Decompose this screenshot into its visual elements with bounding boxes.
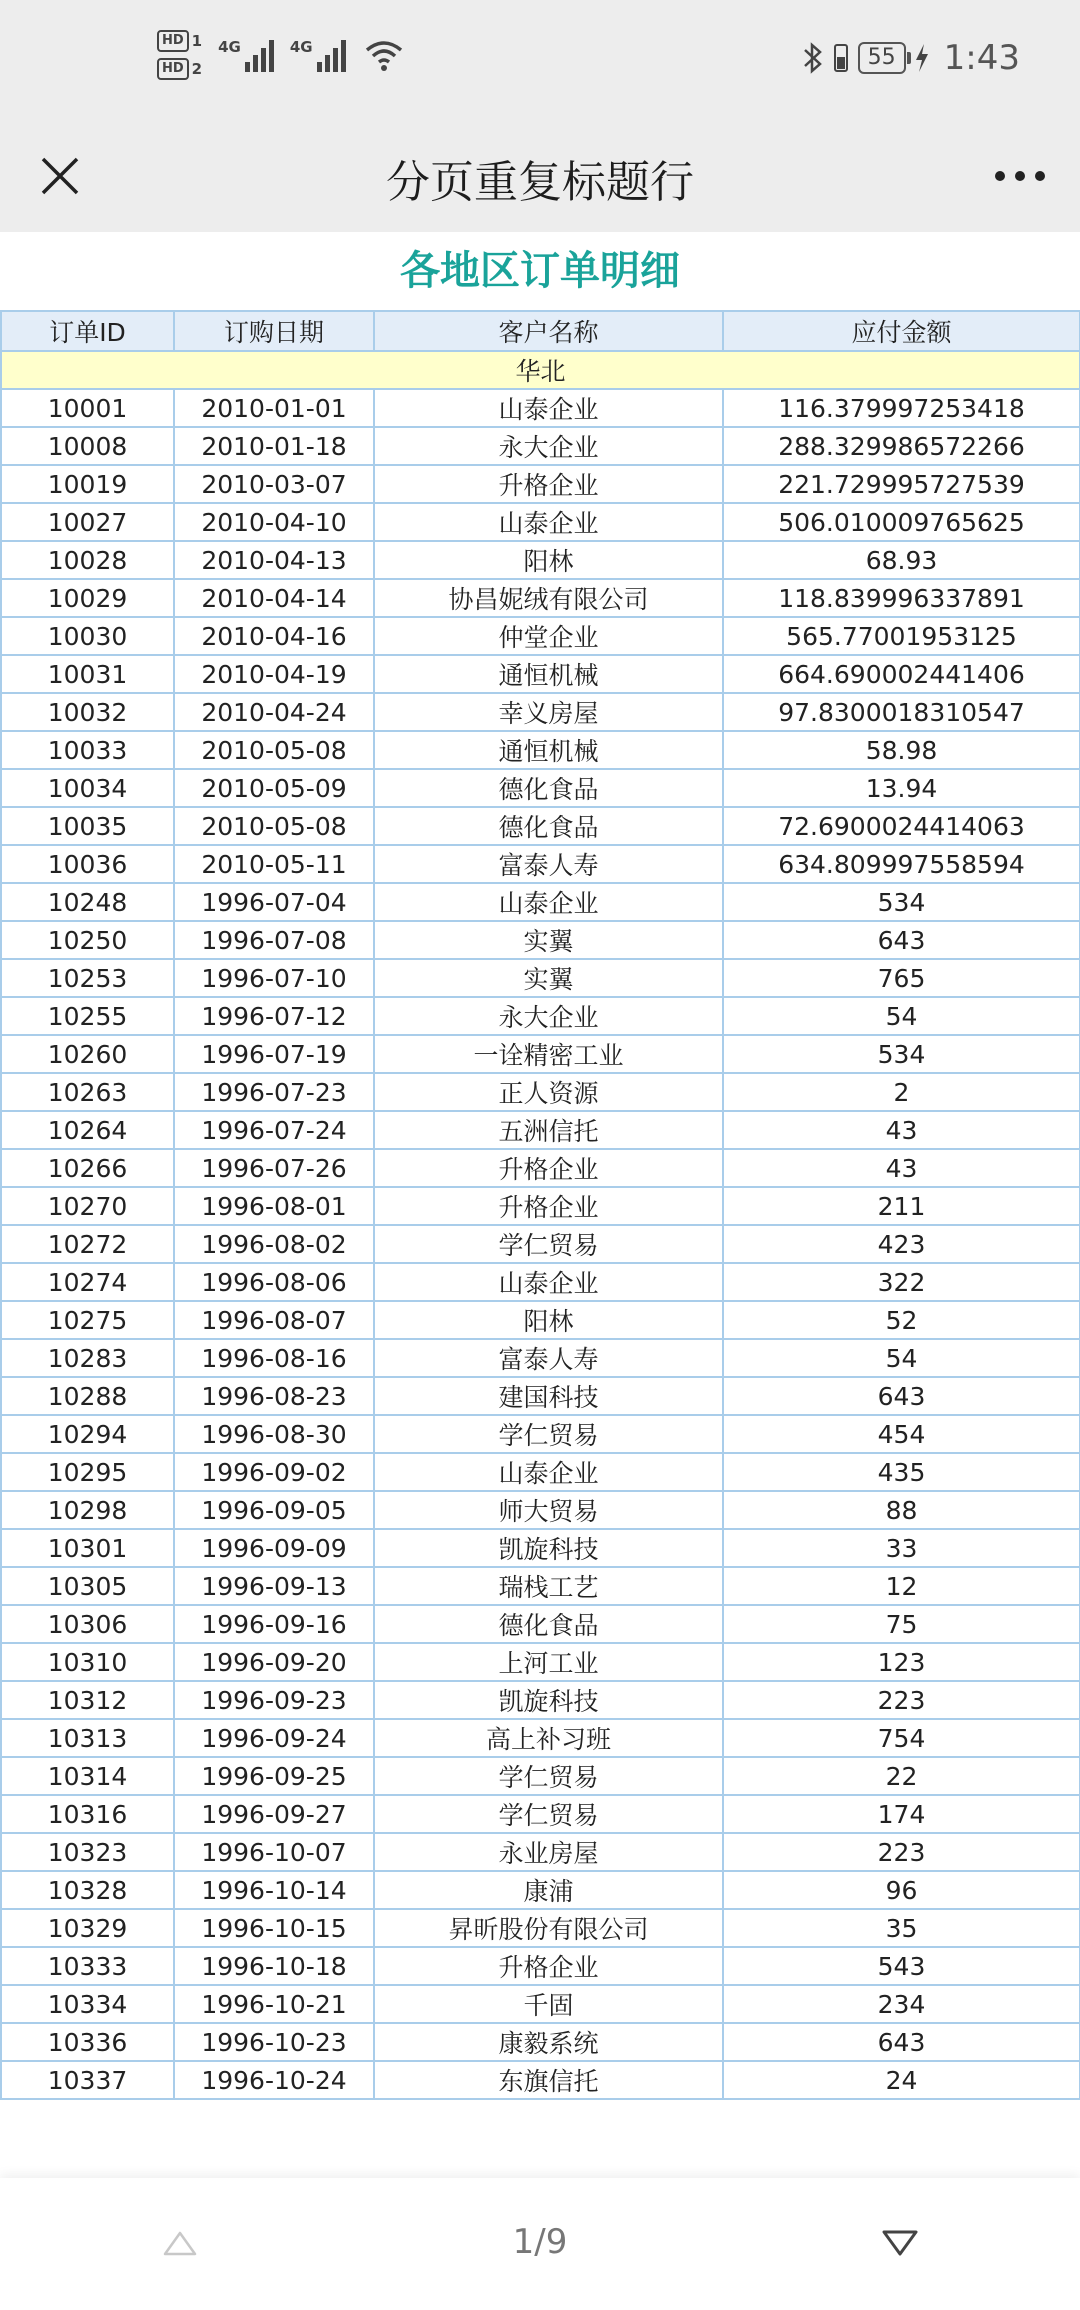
cell-customer-name: 阳林: [374, 541, 723, 579]
table-row: [1, 389, 1080, 427]
cell-order-date: 1996-07-08: [174, 921, 374, 959]
cell-customer-name: 正人资源: [374, 1073, 723, 1111]
cell-amount: 58.98: [723, 731, 1080, 769]
cell-amount: 97.8300018310547: [723, 693, 1080, 731]
table-row: [1, 465, 1080, 503]
cell-amount: 13.94: [723, 769, 1080, 807]
table-row: [1, 1643, 1080, 1681]
cell-order-date: 1996-08-16: [174, 1339, 374, 1377]
cell-order-date: 2010-04-10: [174, 503, 374, 541]
cell-order-id: 10314: [1, 1757, 174, 1795]
cell-customer-name: 德化食品: [374, 1605, 723, 1643]
cell-customer-name: 通恒机械: [374, 731, 723, 769]
cell-order-id: 10272: [1, 1225, 174, 1263]
sim-indicators: [157, 30, 202, 80]
table-row: [1, 1263, 1080, 1301]
battery-level: 55: [858, 42, 906, 74]
cell-order-id: 10034: [1, 769, 174, 807]
cell-amount: 534: [723, 883, 1080, 921]
cell-customer-name: 德化食品: [374, 807, 723, 845]
report-title: 各地区订单明细: [400, 248, 680, 294]
cell-order-id: 10035: [1, 807, 174, 845]
cell-amount: 24: [723, 2061, 1080, 2099]
cell-amount: 534: [723, 1035, 1080, 1073]
cell-amount: 765: [723, 959, 1080, 997]
nav-bar: [0, 120, 1080, 232]
cell-amount: 223: [723, 1681, 1080, 1719]
table-row: [1, 1491, 1080, 1529]
cell-amount: 543: [723, 1947, 1080, 1985]
cell-order-date: 1996-08-02: [174, 1225, 374, 1263]
table-row: [1, 1529, 1080, 1567]
table-row: [1, 1225, 1080, 1263]
vibrate-battery-icon: [832, 41, 850, 75]
cell-order-date: 1996-08-23: [174, 1377, 374, 1415]
cell-order-date: 1996-07-04: [174, 883, 374, 921]
cell-customer-name: 富泰人寿: [374, 1339, 723, 1377]
cell-order-date: 1996-10-15: [174, 1909, 374, 1947]
cell-order-date: 2010-01-01: [174, 389, 374, 427]
cell-order-id: 10295: [1, 1453, 174, 1491]
table-row: [1, 1719, 1080, 1757]
cell-order-date: 1996-07-10: [174, 959, 374, 997]
table-row: [1, 1681, 1080, 1719]
table-row: [1, 427, 1080, 465]
cell-order-date: 2010-04-13: [174, 541, 374, 579]
cell-order-id: 10036: [1, 845, 174, 883]
table-row: [1, 693, 1080, 731]
cell-order-date: 1996-08-07: [174, 1301, 374, 1339]
report-table-container[interactable]: [0, 310, 1080, 2178]
cell-order-date: 2010-05-09: [174, 769, 374, 807]
cell-customer-name: 建国科技: [374, 1377, 723, 1415]
cell-order-id: 10316: [1, 1795, 174, 1833]
cell-amount: 643: [723, 921, 1080, 959]
cell-customer-name: 一诠精密工业: [374, 1035, 723, 1073]
cell-order-id: 10333: [1, 1947, 174, 1985]
cell-order-id: 10032: [1, 693, 174, 731]
next-page-button[interactable]: [875, 2218, 925, 2268]
cell-amount: 643: [723, 2023, 1080, 2061]
table-row: [1, 1605, 1080, 1643]
cell-order-date: 1996-09-25: [174, 1757, 374, 1795]
table-row: [1, 579, 1080, 617]
table-row: [1, 1339, 1080, 1377]
cell-customer-name: 凯旋科技: [374, 1529, 723, 1567]
cell-customer-name: 学仁贸易: [374, 1757, 723, 1795]
cell-order-date: 1996-09-05: [174, 1491, 374, 1529]
cell-amount: 454: [723, 1415, 1080, 1453]
cell-amount: 22: [723, 1757, 1080, 1795]
cell-order-date: 1996-10-18: [174, 1947, 374, 1985]
cell-order-id: 10313: [1, 1719, 174, 1757]
table-row: [1, 617, 1080, 655]
cell-amount: 634.809997558594: [723, 845, 1080, 883]
cell-order-id: 10033: [1, 731, 174, 769]
table-row: [1, 1985, 1080, 2023]
cell-order-date: 1996-07-26: [174, 1149, 374, 1187]
cell-customer-name: 富泰人寿: [374, 845, 723, 883]
cell-order-date: 1996-09-13: [174, 1567, 374, 1605]
cell-customer-name: 阳林: [374, 1301, 723, 1339]
triangle-down-icon: [881, 2228, 919, 2258]
cell-order-date: 2010-04-24: [174, 693, 374, 731]
cell-amount: 123: [723, 1643, 1080, 1681]
cell-order-date: 1996-07-19: [174, 1035, 374, 1073]
cell-customer-name: 实翼: [374, 921, 723, 959]
cell-order-id: 10029: [1, 579, 174, 617]
more-button[interactable]: [988, 144, 1052, 208]
cell-amount: 43: [723, 1111, 1080, 1149]
cell-amount: 116.379997253418: [723, 389, 1080, 427]
cell-order-id: 10336: [1, 2023, 174, 2061]
cell-amount: 75: [723, 1605, 1080, 1643]
column-header-customer-name: 客户名称: [374, 311, 723, 351]
cell-order-date: 1996-10-07: [174, 1833, 374, 1871]
cell-amount: 54: [723, 1339, 1080, 1377]
cell-customer-name: 学仁贸易: [374, 1795, 723, 1833]
cell-customer-name: 瑞栈工艺: [374, 1567, 723, 1605]
cell-customer-name: 升格企业: [374, 1149, 723, 1187]
network2-signal: 4G: [290, 38, 346, 72]
cell-order-date: 1996-08-06: [174, 1263, 374, 1301]
cell-amount: 565.77001953125: [723, 617, 1080, 655]
status-left: [157, 30, 404, 80]
cell-order-id: 10027: [1, 503, 174, 541]
cell-order-date: 1996-07-23: [174, 1073, 374, 1111]
cell-customer-name: 实翼: [374, 959, 723, 997]
cell-customer-name: 协昌妮绒有限公司: [374, 579, 723, 617]
table-row: [1, 1111, 1080, 1149]
cell-customer-name: 升格企业: [374, 465, 723, 503]
cell-order-date: 2010-04-14: [174, 579, 374, 617]
table-row: [1, 655, 1080, 693]
cell-order-id: 10298: [1, 1491, 174, 1529]
signal-bars-icon: [317, 38, 346, 72]
cell-order-date: 1996-09-20: [174, 1643, 374, 1681]
cell-order-id: 10306: [1, 1605, 174, 1643]
cell-amount: 52: [723, 1301, 1080, 1339]
cell-customer-name: 学仁贸易: [374, 1225, 723, 1263]
cell-amount: 12: [723, 1567, 1080, 1605]
table-header-row: [1, 311, 1080, 351]
table-row: [1, 1187, 1080, 1225]
cell-customer-name: 幸义房屋: [374, 693, 723, 731]
group-row: [1, 351, 1080, 389]
cell-order-date: 1996-09-09: [174, 1529, 374, 1567]
table-row: [1, 883, 1080, 921]
cell-order-date: 1996-09-16: [174, 1605, 374, 1643]
table-row: [1, 845, 1080, 883]
cell-order-date: 1996-10-23: [174, 2023, 374, 2061]
cell-order-id: 10310: [1, 1643, 174, 1681]
cell-amount: 423: [723, 1225, 1080, 1263]
table-row: [1, 807, 1080, 845]
cell-customer-name: 东旗信托: [374, 2061, 723, 2099]
table-row: [1, 1377, 1080, 1415]
table-row: [1, 1073, 1080, 1111]
table-row: [1, 1301, 1080, 1339]
cell-customer-name: 永业房屋: [374, 1833, 723, 1871]
cell-order-date: 1996-09-02: [174, 1453, 374, 1491]
cell-order-date: 1996-07-12: [174, 997, 374, 1035]
cell-customer-name: 凯旋科技: [374, 1681, 723, 1719]
cell-customer-name: 山泰企业: [374, 883, 723, 921]
cell-order-date: 1996-08-30: [174, 1415, 374, 1453]
cell-order-id: 10253: [1, 959, 174, 997]
cell-order-date: 1996-10-21: [174, 1985, 374, 2023]
cell-order-date: 2010-04-16: [174, 617, 374, 655]
table-row: [1, 1871, 1080, 1909]
signal-bars-icon: [245, 38, 274, 72]
cell-amount: 754: [723, 1719, 1080, 1757]
cell-amount: 43: [723, 1149, 1080, 1187]
table-row: [1, 2023, 1080, 2061]
cell-order-id: 10305: [1, 1567, 174, 1605]
column-header-amount: 应付金额: [723, 311, 1080, 351]
cell-order-date: 1996-10-24: [174, 2061, 374, 2099]
cell-order-id: 10001: [1, 389, 174, 427]
cell-order-id: 10019: [1, 465, 174, 503]
cell-amount: 664.690002441406: [723, 655, 1080, 693]
cell-customer-name: 高上补习班: [374, 1719, 723, 1757]
cell-customer-name: 山泰企业: [374, 389, 723, 427]
cell-customer-name: 升格企业: [374, 1187, 723, 1225]
cell-customer-name: 上河工业: [374, 1643, 723, 1681]
cell-customer-name: 德化食品: [374, 769, 723, 807]
cell-customer-name: 五洲信托: [374, 1111, 723, 1149]
order-table: [0, 310, 1080, 2100]
cell-order-date: 1996-09-27: [174, 1795, 374, 1833]
table-row: [1, 503, 1080, 541]
table-row: [1, 769, 1080, 807]
table-row: [1, 921, 1080, 959]
cell-amount: 211: [723, 1187, 1080, 1225]
cell-order-id: 10260: [1, 1035, 174, 1073]
cell-customer-name: 永大企业: [374, 427, 723, 465]
table-row: [1, 1757, 1080, 1795]
cell-amount: 174: [723, 1795, 1080, 1833]
cell-order-id: 10275: [1, 1301, 174, 1339]
cell-customer-name: 山泰企业: [374, 1263, 723, 1301]
sim2-hd-badge: HD 2: [157, 58, 202, 80]
table-row: [1, 541, 1080, 579]
cell-customer-name: 康浦: [374, 1871, 723, 1909]
cell-customer-name: 永大企业: [374, 997, 723, 1035]
cell-amount: 234: [723, 1985, 1080, 2023]
table-row: [1, 1035, 1080, 1073]
table-row: [1, 1909, 1080, 1947]
pager-bar: [0, 2178, 1080, 2310]
charging-icon: [914, 43, 930, 73]
cell-amount: 72.6900024414063: [723, 807, 1080, 845]
cell-order-id: 10255: [1, 997, 174, 1035]
cell-order-id: 10031: [1, 655, 174, 693]
cell-order-date: 1996-07-24: [174, 1111, 374, 1149]
cell-order-id: 10270: [1, 1187, 174, 1225]
cell-order-id: 10266: [1, 1149, 174, 1187]
cell-order-date: 1996-08-01: [174, 1187, 374, 1225]
cell-customer-name: 千固: [374, 1985, 723, 2023]
table-row: [1, 1833, 1080, 1871]
cell-customer-name: 仲堂企业: [374, 617, 723, 655]
page-title: 分页重复标题行: [386, 157, 694, 208]
cell-customer-name: 学仁贸易: [374, 1415, 723, 1453]
column-header-order-date: 订购日期: [174, 311, 374, 351]
cell-amount: 118.839996337891: [723, 579, 1080, 617]
cell-order-id: 10329: [1, 1909, 174, 1947]
cell-order-id: 10288: [1, 1377, 174, 1415]
cell-amount: 2: [723, 1073, 1080, 1111]
cell-amount: 322: [723, 1263, 1080, 1301]
cell-customer-name: 升格企业: [374, 1947, 723, 1985]
cell-customer-name: 山泰企业: [374, 1453, 723, 1491]
cell-amount: 54: [723, 997, 1080, 1035]
cell-order-id: 10301: [1, 1529, 174, 1567]
cell-amount: 33: [723, 1529, 1080, 1567]
cell-amount: 435: [723, 1453, 1080, 1491]
more-icon: [994, 170, 1046, 182]
column-header-order-id: 订单ID: [1, 311, 174, 351]
cell-customer-name: 昇昕股份有限公司: [374, 1909, 723, 1947]
cell-amount: 506.010009765625: [723, 503, 1080, 541]
cell-order-id: 10028: [1, 541, 174, 579]
cell-order-date: 2010-05-08: [174, 731, 374, 769]
bluetooth-icon: [802, 41, 824, 75]
cell-amount: 643: [723, 1377, 1080, 1415]
table-row: [1, 1795, 1080, 1833]
cell-customer-name: 通恒机械: [374, 655, 723, 693]
cell-order-id: 10323: [1, 1833, 174, 1871]
cell-amount: 221.729995727539: [723, 465, 1080, 503]
cell-order-date: 1996-10-14: [174, 1871, 374, 1909]
table-row: [1, 1453, 1080, 1491]
cell-order-date: 2010-05-11: [174, 845, 374, 883]
cell-order-id: 10250: [1, 921, 174, 959]
cell-order-date: 1996-09-23: [174, 1681, 374, 1719]
cell-amount: 96: [723, 1871, 1080, 1909]
cell-customer-name: 师大贸易: [374, 1491, 723, 1529]
cell-order-id: 10283: [1, 1339, 174, 1377]
table-row: [1, 959, 1080, 997]
cell-order-id: 10274: [1, 1263, 174, 1301]
page-indicator: 1/9: [512, 2222, 568, 2262]
table-row: [1, 731, 1080, 769]
cell-order-id: 10334: [1, 1985, 174, 2023]
clock: 1:43: [943, 38, 1020, 78]
cell-order-id: 10312: [1, 1681, 174, 1719]
cell-order-date: 2010-04-19: [174, 655, 374, 693]
status-right: [802, 38, 1020, 78]
cell-order-id: 10248: [1, 883, 174, 921]
cell-customer-name: 康毅系统: [374, 2023, 723, 2061]
table-row: [1, 2061, 1080, 2099]
table-row: [1, 997, 1080, 1035]
cell-amount: 68.93: [723, 541, 1080, 579]
cell-amount: 88: [723, 1491, 1080, 1529]
group-label: 华北: [1, 351, 1080, 389]
cell-order-id: 10264: [1, 1111, 174, 1149]
cell-order-id: 10030: [1, 617, 174, 655]
table-row: [1, 1947, 1080, 1985]
cell-order-date: 2010-01-18: [174, 427, 374, 465]
cell-amount: 288.329986572266: [723, 427, 1080, 465]
cell-order-date: 1996-09-24: [174, 1719, 374, 1757]
cell-order-id: 10008: [1, 427, 174, 465]
cell-order-id: 10294: [1, 1415, 174, 1453]
cell-order-date: 2010-03-07: [174, 465, 374, 503]
cell-order-id: 10263: [1, 1073, 174, 1111]
table-row: [1, 1415, 1080, 1453]
cell-order-id: 10337: [1, 2061, 174, 2099]
table-row: [1, 1567, 1080, 1605]
table-row: [1, 1149, 1080, 1187]
status-bar: [0, 0, 1080, 120]
network1-signal: 4G: [218, 38, 274, 72]
cell-amount: 35: [723, 1909, 1080, 1947]
sim1-hd-badge: HD 1: [157, 30, 202, 52]
cell-order-date: 2010-05-08: [174, 807, 374, 845]
cell-amount: 223: [723, 1833, 1080, 1871]
cell-customer-name: 山泰企业: [374, 503, 723, 541]
cell-order-id: 10328: [1, 1871, 174, 1909]
wifi-icon: [364, 38, 404, 72]
